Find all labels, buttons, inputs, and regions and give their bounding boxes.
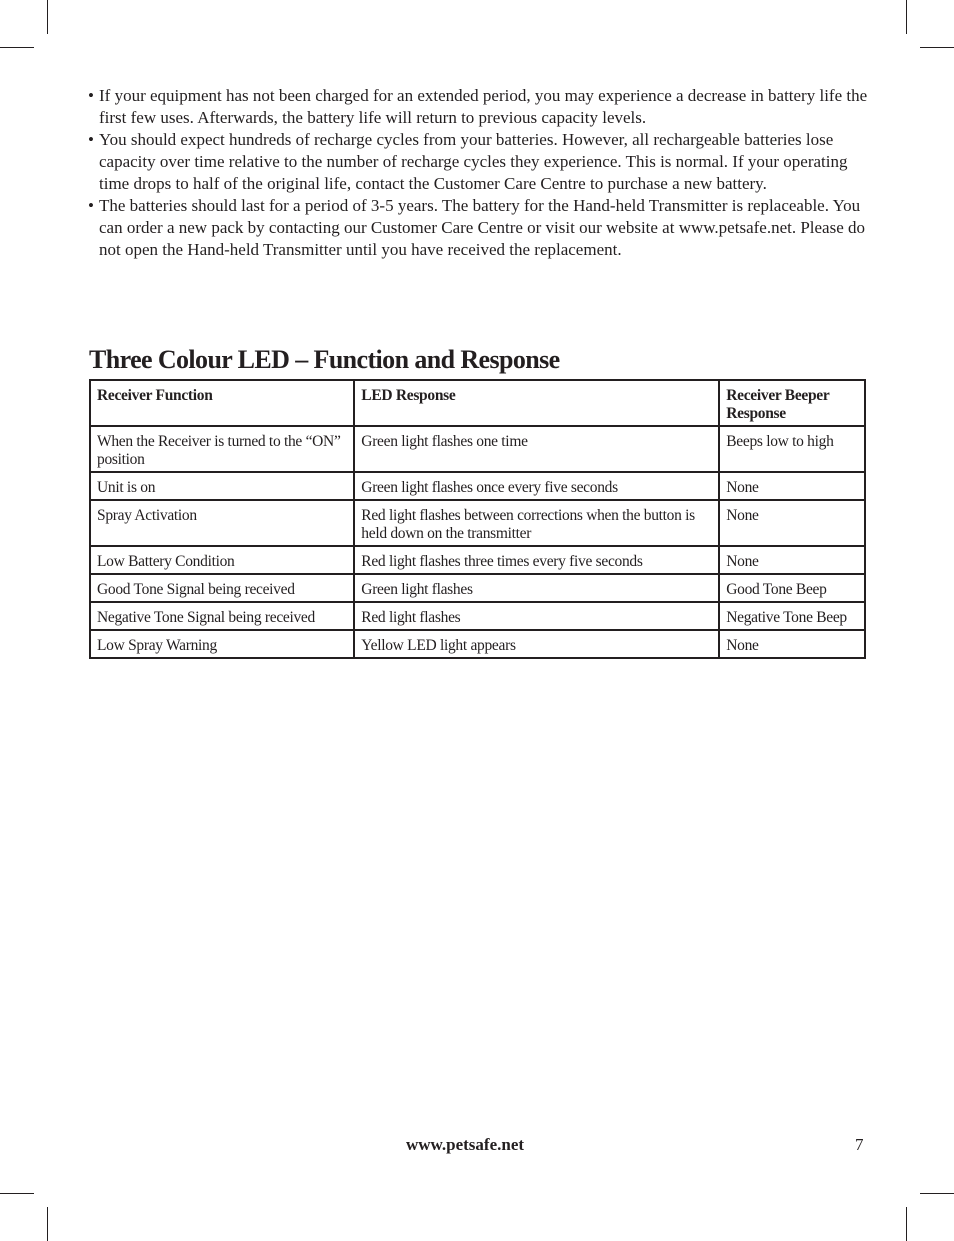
bullet-text: If your equipment has not been charged for an extended period, you may experience a decrease in battery life the first few uses. Afterwards, the battery life will return to previous capacity levels. xyxy=(99,86,868,127)
header-receiver-function: Receiver Function xyxy=(90,380,354,426)
cell-receiver-function: Low Battery Condition xyxy=(90,546,354,574)
cell-beeper-response: None xyxy=(719,472,865,500)
cell-beeper-response: Negative Tone Beep xyxy=(719,602,865,630)
cell-receiver-function: Spray Activation xyxy=(90,500,354,546)
crop-mark-bottom-left-horizontal xyxy=(0,1193,34,1194)
bullet-item xyxy=(88,129,868,195)
table-row xyxy=(90,546,865,574)
table-row xyxy=(90,500,865,546)
bullet-symbol: • xyxy=(88,86,94,105)
cell-receiver-function: When the Receiver is turned to the “ON” position xyxy=(90,426,354,472)
table-row xyxy=(90,472,865,500)
footer-website: www.petsafe.net xyxy=(406,1135,525,1154)
table-row xyxy=(90,574,865,602)
cell-beeper-response: Beeps low to high xyxy=(719,426,865,472)
bullet-symbol: • xyxy=(88,130,94,149)
cell-beeper-response: None xyxy=(719,630,865,658)
crop-mark-top-left-horizontal xyxy=(0,47,34,48)
crop-mark-top-right-vertical xyxy=(906,0,907,34)
bullet-item xyxy=(88,195,868,261)
crop-mark-bottom-right-horizontal xyxy=(920,1193,954,1194)
cell-receiver-function: Good Tone Signal being received xyxy=(90,574,354,602)
cell-led-response: Green light flashes xyxy=(354,574,719,602)
cell-receiver-function: Negative Tone Signal being received xyxy=(90,602,354,630)
table-row xyxy=(90,426,865,472)
cell-led-response: Yellow LED light appears xyxy=(354,630,719,658)
table-header-row xyxy=(90,380,865,426)
crop-mark-bottom-right-vertical xyxy=(906,1207,907,1241)
cell-beeper-response: None xyxy=(719,546,865,574)
cell-led-response: Red light flashes between corrections when the button is held down on the transmitter xyxy=(354,500,719,546)
bullet-text: The batteries should last for a period of 3-5 years. The battery for the Hand-held Transmitter is replaceable. You can order a new pack by contacting our Customer Care Centre or visit our website at www.petsafe.net. Please do not open the Hand-held Transmitter until you have received the replacement. xyxy=(99,196,866,259)
crop-mark-top-left-vertical xyxy=(47,0,48,34)
led-response-table xyxy=(89,379,866,659)
crop-mark-bottom-left-vertical xyxy=(47,1207,48,1241)
bullet-item xyxy=(88,85,868,129)
cell-receiver-function: Low Spray Warning xyxy=(90,630,354,658)
cell-led-response: Red light flashes xyxy=(354,602,719,630)
battery-notes-list xyxy=(88,85,868,261)
cell-receiver-function: Unit is on xyxy=(90,472,354,500)
table-row xyxy=(90,630,865,658)
cell-led-response: Green light flashes once every five seconds xyxy=(354,472,719,500)
cell-beeper-response: Good Tone Beep xyxy=(719,574,865,602)
section-heading: Three Colour LED – Function and Response xyxy=(89,345,560,374)
cell-beeper-response: None xyxy=(719,500,865,546)
header-led-response: LED Response xyxy=(354,380,719,426)
header-beeper-response: Receiver Beeper Response xyxy=(719,380,865,426)
cell-led-response: Green light flashes one time xyxy=(354,426,719,472)
bullet-text: You should expect hundreds of recharge cycles from your batteries. However, all rechargeable batteries lose capacity over time relative to the number of recharge cycles they experience. This is normal. If your operating time drops to half of the original life, contact the Customer Care Centre to purchase a new battery. xyxy=(99,130,848,193)
cell-led-response: Red light flashes three times every five seconds xyxy=(354,546,719,574)
crop-mark-top-right-horizontal xyxy=(920,47,954,48)
table-row xyxy=(90,602,865,630)
page-number: 7 xyxy=(855,1135,864,1154)
bullet-symbol: • xyxy=(88,196,94,215)
